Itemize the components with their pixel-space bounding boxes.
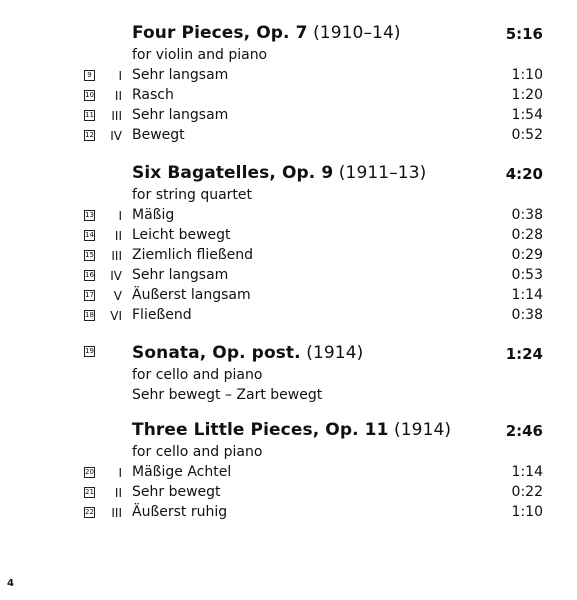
movement-numeral: III bbox=[111, 249, 122, 263]
movement-row bbox=[0, 66, 577, 86]
work-instrumentation bbox=[0, 186, 577, 206]
movement-numeral: III bbox=[111, 109, 122, 123]
track-number: 18 bbox=[85, 311, 94, 319]
track-number: 12 bbox=[85, 131, 94, 139]
movement-duration: 0:53 bbox=[511, 267, 543, 283]
movement-title: Fließend bbox=[132, 307, 192, 323]
movement-row bbox=[0, 226, 577, 246]
movement-row bbox=[0, 483, 577, 503]
movement-duration: 0:52 bbox=[511, 127, 543, 143]
movement-title: Mäßig bbox=[132, 207, 175, 223]
track-number: 22 bbox=[85, 508, 94, 516]
movement-title: Ziemlich fließend bbox=[132, 247, 254, 263]
work-instrumentation bbox=[0, 443, 577, 463]
page-number: 4 bbox=[7, 578, 14, 589]
movement-row bbox=[0, 286, 577, 306]
track-number: 13 bbox=[85, 211, 94, 219]
instrumentation-text: for cello and piano bbox=[132, 444, 263, 460]
movement-title: Rasch bbox=[132, 87, 174, 103]
work-instrumentation bbox=[0, 46, 577, 66]
movement-numeral: IV bbox=[110, 269, 122, 283]
tempo-text: Sehr bewegt – Zart bewegt bbox=[132, 387, 323, 403]
track-number: 20 bbox=[85, 468, 94, 476]
work-title bbox=[132, 342, 363, 364]
movement-duration: 1:10 bbox=[511, 67, 543, 83]
movement-numeral: V bbox=[113, 289, 122, 303]
movement-title: Leicht bewegt bbox=[132, 227, 231, 243]
work-title-row bbox=[0, 342, 577, 366]
work-duration: 5:16 bbox=[505, 25, 543, 43]
movement-duration: 1:20 bbox=[511, 87, 543, 103]
movement-title: Sehr langsam bbox=[132, 267, 229, 283]
movement-row bbox=[0, 306, 577, 326]
work-sonata bbox=[0, 342, 577, 406]
movement-title: Mäßige Achtel bbox=[132, 464, 232, 480]
movement-title: Äußerst langsam bbox=[132, 287, 251, 303]
movement-title: Sehr langsam bbox=[132, 107, 229, 123]
work-years: (1910–14) bbox=[307, 23, 401, 43]
track-number: 17 bbox=[85, 291, 94, 299]
work-years: (1914) bbox=[388, 420, 452, 440]
movement-numeral: II bbox=[114, 486, 122, 500]
work-four-pieces bbox=[0, 22, 577, 146]
work-title-row bbox=[0, 22, 577, 46]
work-name: Six Bagatelles, Op. 9 bbox=[132, 163, 334, 183]
movement-title: Äußerst ruhig bbox=[132, 504, 228, 520]
movement-row bbox=[0, 126, 577, 146]
work-name: Three Little Pieces, Op. 11 bbox=[132, 420, 389, 440]
movement-duration: 1:14 bbox=[511, 287, 543, 303]
work-instrumentation bbox=[0, 366, 577, 386]
movement-row bbox=[0, 266, 577, 286]
movement-numeral: I bbox=[118, 466, 122, 480]
work-tempo bbox=[0, 386, 577, 406]
movement-row bbox=[0, 463, 577, 483]
track-number: 15 bbox=[85, 251, 94, 259]
work-duration: 2:46 bbox=[505, 422, 543, 440]
work-name: Four Pieces, Op. 7 bbox=[132, 23, 308, 43]
movement-row bbox=[0, 86, 577, 106]
movement-row bbox=[0, 106, 577, 126]
instrumentation-text: for cello and piano bbox=[132, 367, 263, 383]
movement-duration: 0:38 bbox=[511, 207, 543, 223]
movement-duration: 0:38 bbox=[511, 307, 543, 323]
work-title bbox=[132, 22, 401, 44]
movement-duration: 1:10 bbox=[511, 504, 543, 520]
work-duration: 1:24 bbox=[505, 345, 543, 363]
work-title bbox=[132, 162, 426, 184]
movement-duration: 0:29 bbox=[511, 247, 543, 263]
track-number: 14 bbox=[85, 231, 94, 239]
movement-row bbox=[0, 206, 577, 226]
work-three-little-pieces bbox=[0, 419, 577, 523]
movement-numeral: I bbox=[118, 69, 122, 83]
track-number: 11 bbox=[85, 111, 94, 119]
work-title bbox=[132, 419, 451, 441]
movement-duration: 1:54 bbox=[511, 107, 543, 123]
movement-row bbox=[0, 246, 577, 266]
movement-row bbox=[0, 503, 577, 523]
movement-duration: 1:14 bbox=[511, 464, 543, 480]
movement-duration: 0:22 bbox=[511, 484, 543, 500]
track-number: 10 bbox=[85, 91, 94, 99]
work-duration: 4:20 bbox=[505, 165, 543, 183]
work-title-row bbox=[0, 162, 577, 186]
movement-numeral: IV bbox=[110, 129, 122, 143]
track-number: 19 bbox=[85, 347, 94, 355]
movement-title: Sehr bewegt bbox=[132, 484, 221, 500]
movement-title: Bewegt bbox=[132, 127, 185, 143]
movement-numeral: II bbox=[114, 89, 122, 103]
work-title-row bbox=[0, 419, 577, 443]
work-years: (1914) bbox=[300, 343, 364, 363]
track-number: 9 bbox=[84, 70, 95, 81]
instrumentation-text: for string quartet bbox=[132, 187, 253, 203]
track-number: 16 bbox=[85, 271, 94, 279]
instrumentation-text: for violin and piano bbox=[132, 47, 268, 63]
work-name: Sonata, Op. post. bbox=[132, 343, 301, 363]
work-six-bagatelles bbox=[0, 162, 577, 326]
movement-numeral: III bbox=[111, 506, 122, 520]
track-number: 21 bbox=[85, 488, 94, 496]
movement-numeral: VI bbox=[110, 309, 122, 323]
movement-numeral: II bbox=[114, 229, 122, 243]
work-years: (1911–13) bbox=[333, 163, 427, 183]
movement-title: Sehr langsam bbox=[132, 67, 229, 83]
movement-numeral: I bbox=[118, 209, 122, 223]
movement-duration: 0:28 bbox=[511, 227, 543, 243]
